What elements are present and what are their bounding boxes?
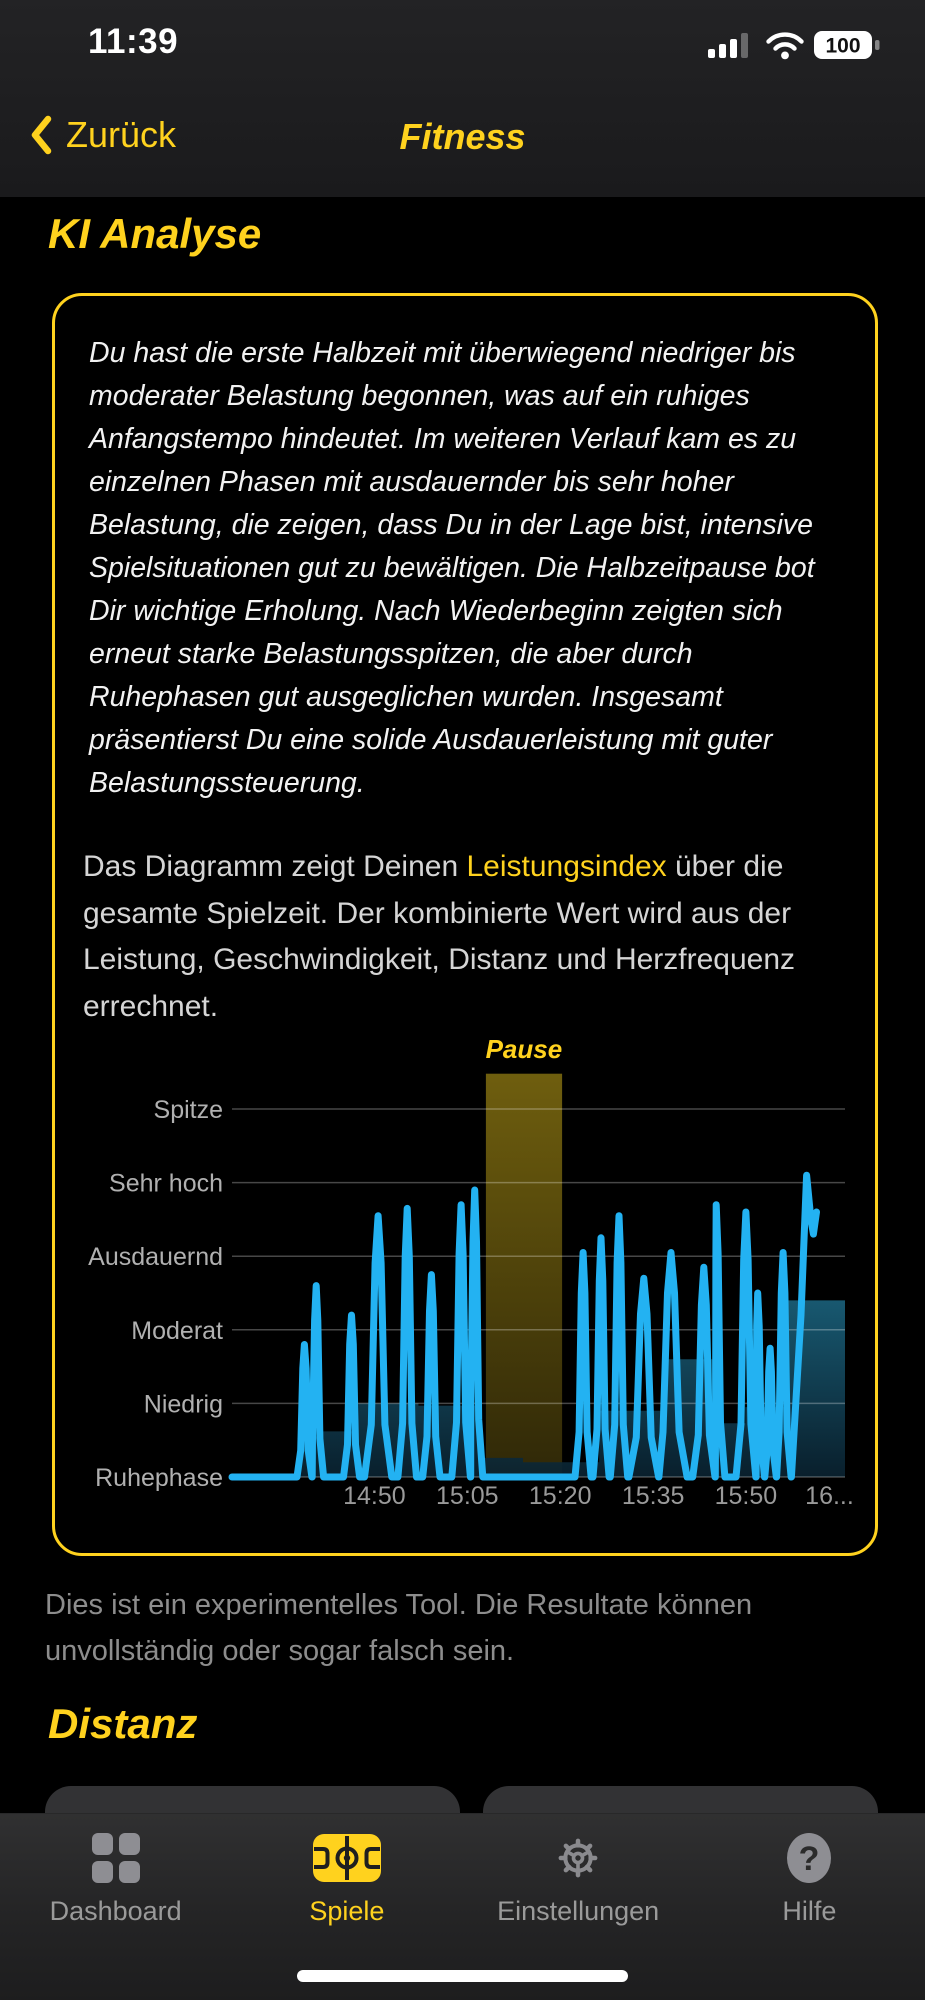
soccer-field-icon (313, 1833, 381, 1883)
battery-icon (814, 30, 884, 60)
battery-percent-label: 100 (825, 34, 861, 58)
cellular-signal-icon (708, 30, 754, 60)
tab-dashboard-label: Dashboard (49, 1896, 182, 1926)
y-axis-label: Spitze (153, 1096, 223, 1124)
tab-dashboard[interactable] (0, 1814, 231, 2000)
leistungsindex-highlight: Leistungsindex (466, 850, 667, 883)
y-axis-label: Sehr hoch (109, 1169, 223, 1198)
disclaimer-text: Dies ist ein experimentelles Tool. Die Resultate können unvollständig oder sogar falsch sein. (45, 1589, 753, 1667)
svg-text:?: ? (798, 1840, 820, 1878)
x-axis-label: 15:20 (528, 1482, 592, 1510)
y-axis-label: Ausdauernd (88, 1243, 223, 1272)
diagram-description (83, 844, 851, 1030)
tab-hilfe-label: Hilfe (782, 1896, 837, 1926)
home-indicator[interactable] (297, 1970, 628, 1982)
pause-band (486, 1074, 562, 1477)
y-axis-label: Ruhephase (95, 1464, 223, 1492)
x-axis-label: 15:35 (621, 1482, 685, 1510)
y-axis-label: Niedrig (143, 1390, 223, 1419)
gear-icon (550, 1830, 606, 1886)
pause-label: Pause (485, 1034, 563, 1064)
x-axis-label: 15:50 (714, 1482, 778, 1510)
analysis-paragraph: Du hast die erste Halbzeit mit überwiegend niedriger bis moderater Belastung begonnen, was auf ein ruhiges Anfangstempo hindeutet. Im weiteren Verlauf kam es zu einzelnen Phasen mit ausdauernder bis sehr hoher Belastung, die zeigen, dass Du in der Lage bist, intensive Spielsituationen gut zu bewältigen. Die Halbzeitpause bot Dir wichtige Erholung. Nach Wiederbeginn zeigten sich erneut starke Belastungsspitzen, die aber durch Ruhephasen gut ausgeglichen wurden. Insgesamt präsentierst Du eine solide Ausdauerleistung mit guter Belastungssteuerung. (89, 337, 815, 799)
section-title-ki-analyse: KI Analyse (48, 210, 262, 257)
x-axis-label: 16... (805, 1482, 854, 1510)
wifi-icon (764, 30, 806, 60)
leistungsindex-chart (36, 1020, 880, 1520)
dashboard-grid-icon (92, 1833, 140, 1883)
header (0, 0, 925, 197)
diagram-description-text: Das Diagramm zeigt Deinen (83, 850, 467, 883)
x-axis-label: 15:05 (436, 1482, 499, 1510)
tab-hilfe[interactable] (694, 1814, 925, 2000)
section-title-distanz: Distanz (48, 1700, 198, 1747)
status-time: 11:39 (88, 22, 179, 61)
question-mark-icon (784, 1832, 834, 1884)
back-button-label: Zurück (66, 114, 177, 155)
y-axis-label: Moderat (131, 1316, 223, 1345)
page-title: Fitness (399, 116, 526, 157)
tab-spiele-label: Spiele (309, 1896, 385, 1926)
leistungsindex-chart-svg (36, 1020, 880, 1520)
diagram-description-text-2: über die gesamte Spielzeit. Der kombinierte Wert wird aus der Leistung, Geschwindigkeit, Distanz und Herzfrequenz errechnet. (83, 850, 796, 1023)
x-axis-label: 14:50 (343, 1482, 406, 1510)
tab-einstellungen-label: Einstellungen (497, 1896, 660, 1926)
